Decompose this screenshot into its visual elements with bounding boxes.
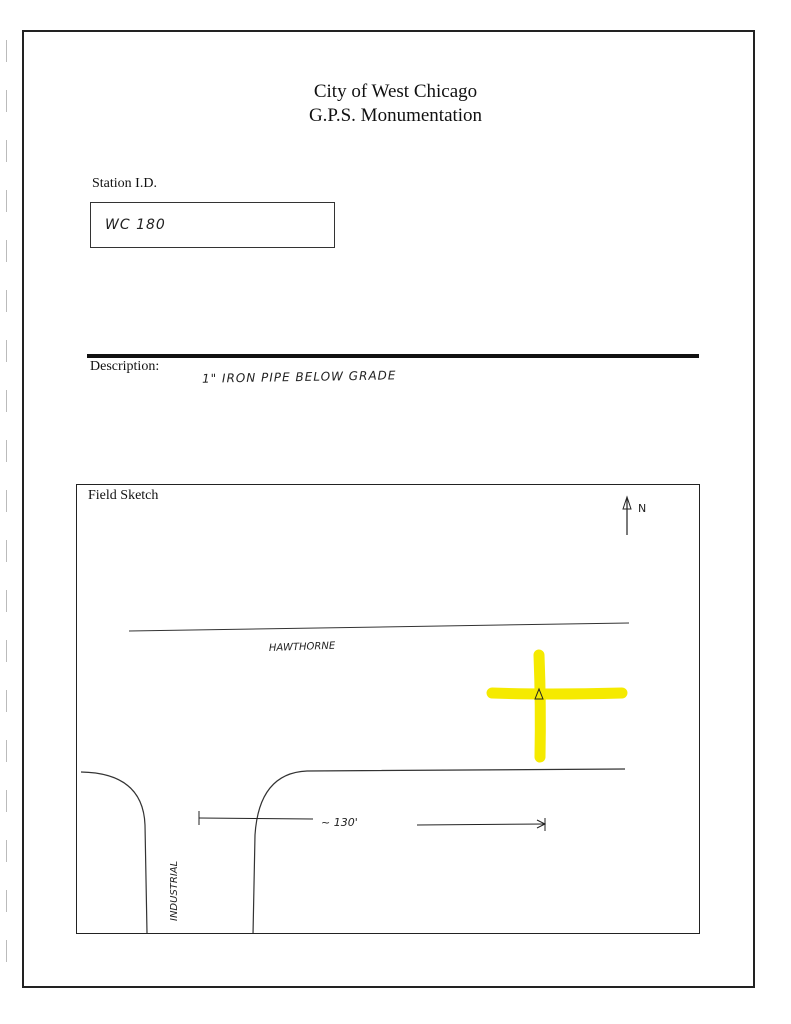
hawthorne-south-curb bbox=[253, 769, 625, 933]
station-id-label: Station I.D. bbox=[92, 176, 157, 191]
field-sketch-drawing bbox=[77, 485, 699, 933]
monument-highlight bbox=[492, 655, 622, 757]
field-sketch-label: Field Sketch bbox=[88, 488, 159, 503]
section-divider bbox=[87, 354, 699, 358]
binder-hole-marks bbox=[6, 30, 12, 990]
description-label: Description: bbox=[90, 359, 160, 374]
title-line-2: G.P.S. Monumentation bbox=[308, 105, 483, 126]
north-arrow-icon bbox=[623, 497, 631, 535]
hawthorne-label: HAWTHORNE bbox=[268, 640, 336, 654]
north-label: N bbox=[638, 502, 647, 515]
distance-label: ~ 130' bbox=[321, 816, 358, 829]
title-line-1: City of West Chicago bbox=[313, 81, 478, 102]
distance-dimension bbox=[199, 811, 545, 831]
industrial-west-curb bbox=[81, 772, 147, 933]
station-id-value: WC 180 bbox=[105, 217, 166, 233]
page-title bbox=[0, 80, 791, 128]
description-value: 1" IRON PIPE BELOW GRADE bbox=[201, 368, 397, 386]
industrial-label: INDUSTRIAL bbox=[169, 860, 180, 921]
station-id-field bbox=[90, 202, 335, 248]
field-sketch-frame bbox=[76, 484, 700, 934]
hawthorne-north-curb bbox=[129, 623, 629, 631]
